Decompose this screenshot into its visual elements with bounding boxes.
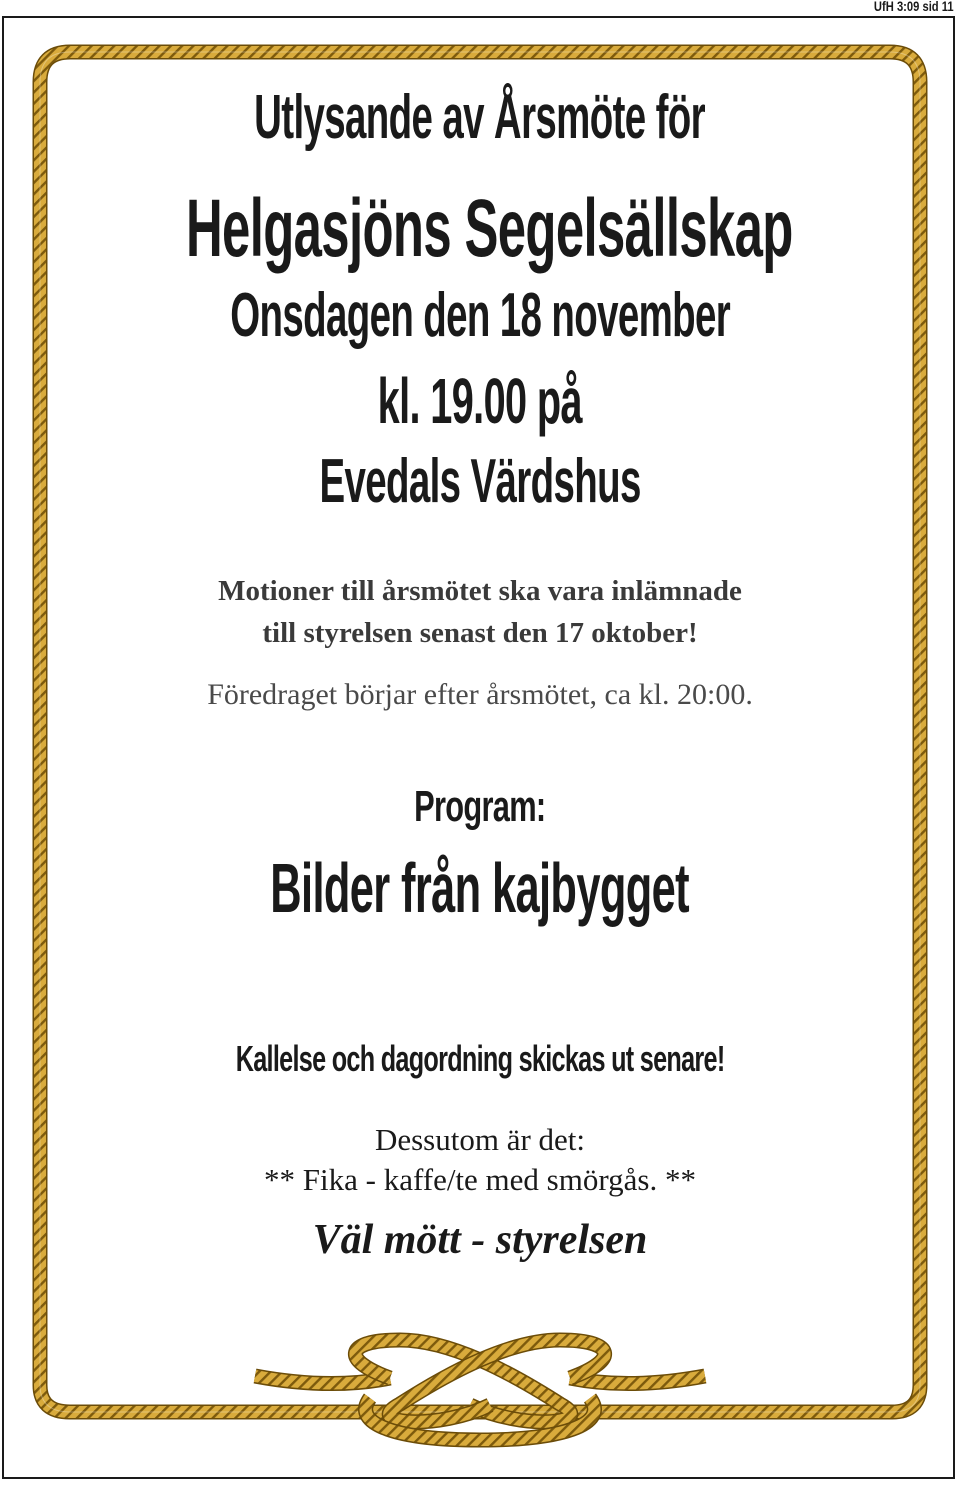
lecture-info: Föredraget börjar efter årsmötet, ca kl. 20:00. — [207, 678, 753, 711]
signoff: Väl mött - styrelsen — [312, 1217, 648, 1263]
extra-intro: Dessutom är det: — [374, 1122, 586, 1157]
meeting-date: Onsdagen den 18 november — [230, 281, 730, 350]
notice-heading-line1: Utlysande av Årsmöte för — [254, 83, 706, 152]
program-label: Program: — [414, 782, 546, 831]
page-reference: UfH 3:09 sid 11 — [874, 0, 954, 14]
program-title: Bilder från kajbygget — [270, 849, 690, 927]
reef-knot-icon — [255, 1340, 705, 1440]
club-name: Helgasjöns Segelsällskap — [185, 183, 793, 274]
motion-line2: till styrelsen senast den 17 oktober! — [262, 617, 698, 649]
meeting-venue: Evedals Värdshus — [319, 447, 641, 516]
motion-line1: Motioner till årsmötet ska vara inlämnade — [218, 575, 742, 607]
kallelse-note: Kallelse och dagordning skickas ut senare! — [235, 1038, 725, 1079]
extra-fika: ** Fika - kaffe/te med smörgås. ** — [264, 1162, 696, 1197]
meeting-time: kl. 19.00 på — [377, 365, 583, 437]
